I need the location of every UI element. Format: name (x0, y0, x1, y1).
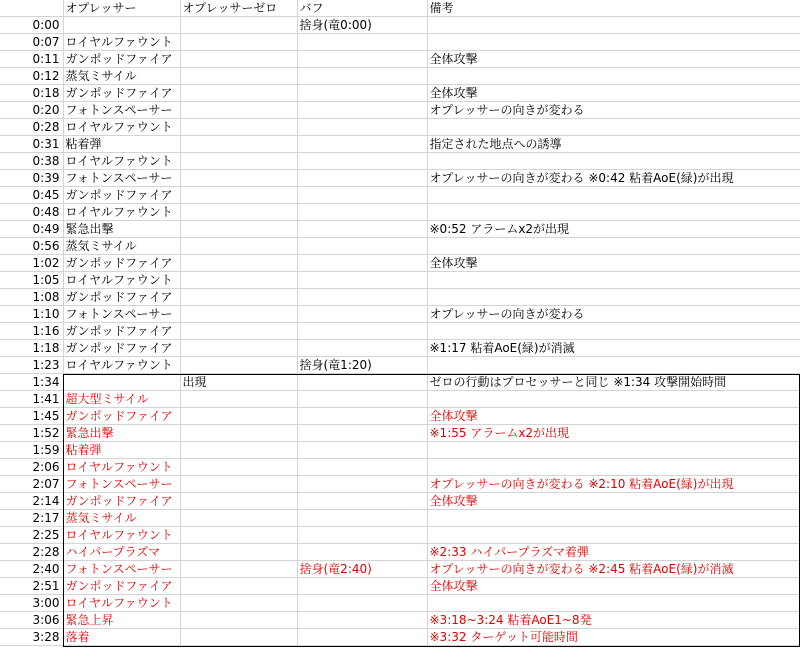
cell-time[interactable]: 0:28 (0, 119, 63, 136)
cell-time[interactable]: 3:28 (0, 629, 63, 646)
cell-b[interactable] (180, 442, 297, 459)
cell-c[interactable] (297, 34, 427, 51)
cell-b[interactable] (180, 204, 297, 221)
cell-d[interactable]: 全体攻撃 (427, 51, 800, 68)
cell-b[interactable] (180, 629, 297, 646)
cell-time[interactable]: 0:18 (0, 85, 63, 102)
cell-b[interactable] (180, 425, 297, 442)
table-row (0, 391, 800, 408)
cell-a[interactable]: 落着 (63, 629, 180, 646)
cell-a[interactable]: 蒸気ミサイル (63, 238, 180, 255)
table-row (0, 34, 800, 51)
table-row (0, 425, 800, 442)
cell-d[interactable]: ※3:32 ターゲット可能時間 (427, 629, 800, 646)
cell-c[interactable] (297, 340, 427, 357)
cell-d[interactable] (427, 34, 800, 51)
cell-a[interactable]: フォトンスペーサー (63, 306, 180, 323)
cell-d[interactable] (427, 527, 800, 544)
cell-d[interactable] (427, 323, 800, 340)
cell-b[interactable] (180, 272, 297, 289)
cell-a[interactable] (63, 374, 180, 391)
table-row (0, 85, 800, 102)
cell-c[interactable] (297, 408, 427, 425)
cell-d[interactable] (427, 289, 800, 306)
table-row (0, 204, 800, 221)
cell-c[interactable] (297, 102, 427, 119)
cell-b[interactable] (180, 119, 297, 136)
cell-time[interactable]: 1:41 (0, 391, 63, 408)
cell-a[interactable]: ガンポッドファイア (63, 493, 180, 510)
cell-c[interactable] (297, 629, 427, 646)
cell-a[interactable]: 緊急出撃 (63, 221, 180, 238)
cell-b[interactable] (180, 578, 297, 595)
table-row (0, 510, 800, 527)
cell-time[interactable]: 1:16 (0, 323, 63, 340)
cell-c[interactable] (297, 204, 427, 221)
table-row (0, 595, 800, 612)
cell-a[interactable]: ロイヤルファウント (63, 272, 180, 289)
cell-c[interactable] (297, 544, 427, 561)
cell-d[interactable]: オプレッサーの向きが変わる (427, 306, 800, 323)
cell-b[interactable] (180, 238, 297, 255)
cell-c[interactable] (297, 136, 427, 153)
cell-c[interactable] (297, 527, 427, 544)
cell-a[interactable]: ロイヤルファウント (63, 34, 180, 51)
cell-time[interactable]: 0:45 (0, 187, 63, 204)
cell-b[interactable] (180, 153, 297, 170)
cell-time[interactable]: 2:17 (0, 510, 63, 527)
cell-b[interactable] (180, 357, 297, 374)
cell-b[interactable] (180, 527, 297, 544)
cell-time[interactable]: 0:12 (0, 68, 63, 85)
cell-time[interactable]: 1:18 (0, 340, 63, 357)
cell-a[interactable]: 粘着弾 (63, 442, 180, 459)
cell-time[interactable]: 1:10 (0, 306, 63, 323)
cell-c[interactable] (297, 459, 427, 476)
cell-c[interactable] (297, 221, 427, 238)
cell-a[interactable]: ガンポッドファイア (63, 323, 180, 340)
cell-time[interactable]: 3:00 (0, 595, 63, 612)
table-row (0, 119, 800, 136)
cell-b[interactable] (180, 187, 297, 204)
table-row (0, 629, 800, 646)
cell-a[interactable]: 蒸気ミサイル (63, 510, 180, 527)
cell-a[interactable] (63, 17, 180, 34)
cell-b[interactable] (180, 612, 297, 629)
table-row (0, 493, 800, 510)
cell-d[interactable] (427, 595, 800, 612)
cell-d[interactable] (427, 238, 800, 255)
cell-d[interactable] (427, 119, 800, 136)
table-row (0, 289, 800, 306)
cell-b[interactable] (180, 340, 297, 357)
table-row (0, 561, 800, 578)
cell-time[interactable]: 0:00 (0, 17, 63, 34)
cell-a[interactable]: ガンポッドファイア (63, 289, 180, 306)
cell-a[interactable]: ガンポッドファイア (63, 578, 180, 595)
table-row (0, 306, 800, 323)
cell-time[interactable]: 0:39 (0, 170, 63, 187)
cell-d[interactable]: ※1:55 アラームx2が出現 (427, 425, 800, 442)
cell-a[interactable]: ロイヤルファウント (63, 204, 180, 221)
cell-time[interactable]: 0:49 (0, 221, 63, 238)
cell-time[interactable]: 0:48 (0, 204, 63, 221)
cell-b[interactable] (180, 289, 297, 306)
cell-d[interactable]: オプレッサーの向きが変わる ※0:42 粘着AoE(緑)が出現 (427, 170, 800, 187)
cell-d[interactable]: オプレッサーの向きが変わる ※2:10 粘着AoE(緑)が出現 (427, 476, 800, 493)
table-row (0, 527, 800, 544)
table-row (0, 476, 800, 493)
cell-d[interactable] (427, 17, 800, 34)
cell-d[interactable]: ゼロの行動はプロセッサーと同じ ※1:34 攻撃開始時間 (427, 374, 800, 391)
cell-a[interactable]: ロイヤルファウント (63, 153, 180, 170)
table-row (0, 255, 800, 272)
cell-c[interactable] (297, 612, 427, 629)
cell-c[interactable] (297, 170, 427, 187)
cell-d[interactable]: 全体攻撃 (427, 255, 800, 272)
cell-a[interactable]: フォトンスペーサー (63, 561, 180, 578)
cell-c[interactable] (297, 578, 427, 595)
table-row (0, 136, 800, 153)
cell-c[interactable] (297, 374, 427, 391)
cell-a[interactable]: 蒸気ミサイル (63, 68, 180, 85)
cell-time[interactable]: 2:07 (0, 476, 63, 493)
cell-time[interactable]: 1:08 (0, 289, 63, 306)
header-row (0, 0, 800, 17)
cell-time[interactable]: 0:20 (0, 102, 63, 119)
cell-time[interactable]: 1:45 (0, 408, 63, 425)
cell-time[interactable]: 2:51 (0, 578, 63, 595)
table-row (0, 408, 800, 425)
cell-a[interactable]: 緊急出撃 (63, 425, 180, 442)
table-row (0, 442, 800, 459)
cell-time[interactable]: 0:38 (0, 153, 63, 170)
table-row (0, 187, 800, 204)
table-row (0, 357, 800, 374)
cell-time[interactable]: 1:05 (0, 272, 63, 289)
cell-b[interactable] (180, 306, 297, 323)
cell-d[interactable] (427, 204, 800, 221)
cell-a[interactable]: ハイパープラズマ (63, 544, 180, 561)
cell-c[interactable] (297, 391, 427, 408)
cell-c[interactable] (297, 595, 427, 612)
cell-a[interactable]: ロイヤルファウント (63, 459, 180, 476)
cell-d[interactable]: オプレッサーの向きが変わる (427, 102, 800, 119)
cell-b[interactable] (180, 102, 297, 119)
cell-c[interactable] (297, 85, 427, 102)
cell-c[interactable] (297, 68, 427, 85)
table-row (0, 340, 800, 357)
header-cell[interactable]: オプレッサー (63, 0, 180, 17)
table-row (0, 68, 800, 85)
cell-time[interactable]: 1:52 (0, 425, 63, 442)
cell-c[interactable] (297, 187, 427, 204)
cell-b[interactable] (180, 408, 297, 425)
table-row (0, 238, 800, 255)
cell-a[interactable]: 超大型ミサイル (63, 391, 180, 408)
cell-a[interactable]: ガンポッドファイア (63, 255, 180, 272)
cell-d[interactable] (427, 153, 800, 170)
cell-time[interactable]: 3:06 (0, 612, 63, 629)
cell-c[interactable] (297, 510, 427, 527)
cell-b[interactable] (180, 323, 297, 340)
cell-b[interactable] (180, 510, 297, 527)
cell-b[interactable]: 出現 (180, 374, 297, 391)
cell-b[interactable] (180, 493, 297, 510)
cell-time[interactable]: 1:02 (0, 255, 63, 272)
cell-b[interactable] (180, 170, 297, 187)
cell-d[interactable]: 全体攻撃 (427, 408, 800, 425)
cell-d[interactable] (427, 459, 800, 476)
cell-a[interactable]: フォトンスペーサー (63, 102, 180, 119)
cell-d[interactable]: 全体攻撃 (427, 493, 800, 510)
cell-b[interactable] (180, 221, 297, 238)
cell-d[interactable]: ※2:33 ハイパープラズマ着弾 (427, 544, 800, 561)
table-row (0, 17, 800, 34)
cell-c[interactable] (297, 306, 427, 323)
cell-c[interactable]: 捨身(竜2:40) (297, 561, 427, 578)
cell-d[interactable]: オプレッサーの向きが変わる ※2:45 粘着AoE(緑)が消滅 (427, 561, 800, 578)
table-row (0, 323, 800, 340)
cell-a[interactable]: ガンポッドファイア (63, 187, 180, 204)
cell-c[interactable] (297, 425, 427, 442)
cell-b[interactable] (180, 595, 297, 612)
cell-a[interactable]: フォトンスペーサー (63, 476, 180, 493)
cell-time[interactable]: 0:11 (0, 51, 63, 68)
table-row (0, 221, 800, 238)
cell-a[interactable]: ガンポッドファイア (63, 51, 180, 68)
cell-b[interactable] (180, 476, 297, 493)
cell-time[interactable]: 1:23 (0, 357, 63, 374)
cell-time[interactable]: 1:34 (0, 374, 63, 391)
cell-a[interactable]: ロイヤルファウント (63, 595, 180, 612)
table-row (0, 544, 800, 561)
table-row (0, 51, 800, 68)
cell-c[interactable] (297, 323, 427, 340)
cell-a[interactable]: ロイヤルファウント (63, 527, 180, 544)
cell-a[interactable]: ロイヤルファウント (63, 119, 180, 136)
cell-b[interactable] (180, 561, 297, 578)
cell-c[interactable] (297, 493, 427, 510)
header-cell[interactable]: オプレッサーゼロ (180, 0, 297, 17)
cell-b[interactable] (180, 391, 297, 408)
cell-d[interactable] (427, 187, 800, 204)
table-row (0, 578, 800, 595)
cell-b[interactable] (180, 255, 297, 272)
cell-c[interactable] (297, 289, 427, 306)
cell-c[interactable] (297, 476, 427, 493)
cell-a[interactable]: 粘着弾 (63, 136, 180, 153)
cell-d[interactable] (427, 272, 800, 289)
cell-d[interactable] (427, 510, 800, 527)
cell-b[interactable] (180, 17, 297, 34)
cell-d[interactable] (427, 391, 800, 408)
cell-time[interactable]: 1:59 (0, 442, 63, 459)
table-row (0, 612, 800, 629)
table-row (0, 170, 800, 187)
cell-d[interactable] (427, 357, 800, 374)
cell-b[interactable] (180, 136, 297, 153)
cell-d[interactable]: 全体攻撃 (427, 85, 800, 102)
cell-a[interactable]: 緊急上昇 (63, 612, 180, 629)
cell-c[interactable] (297, 442, 427, 459)
cell-c[interactable] (297, 272, 427, 289)
cell-c[interactable] (297, 153, 427, 170)
cell-c[interactable]: 捨身(竜1:20) (297, 357, 427, 374)
header-cell[interactable]: 備考 (427, 0, 800, 17)
cell-time[interactable]: 0:56 (0, 238, 63, 255)
cell-d[interactable]: 指定された地点への誘導 (427, 136, 800, 153)
header-cell[interactable] (0, 0, 63, 17)
cell-a[interactable]: ガンポッドファイア (63, 85, 180, 102)
table-row (0, 153, 800, 170)
cell-a[interactable]: フォトンスペーサー (63, 170, 180, 187)
table-row (0, 272, 800, 289)
cell-b[interactable] (180, 34, 297, 51)
cell-d[interactable] (427, 442, 800, 459)
cell-d[interactable]: ※0:52 アラームx2が出現 (427, 221, 800, 238)
cell-d[interactable]: ※3:18~3:24 粘着AoE1~8発 (427, 612, 800, 629)
header-cell[interactable]: バフ (297, 0, 427, 17)
cell-a[interactable]: ガンポッドファイア (63, 340, 180, 357)
cell-time[interactable]: 2:25 (0, 527, 63, 544)
cell-d[interactable] (427, 68, 800, 85)
cell-b[interactable] (180, 85, 297, 102)
cell-time[interactable]: 2:40 (0, 561, 63, 578)
table-row (0, 374, 800, 391)
cell-d[interactable]: 全体攻撃 (427, 578, 800, 595)
table-row (0, 459, 800, 476)
cell-a[interactable]: ロイヤルファウント (63, 357, 180, 374)
cell-c[interactable] (297, 238, 427, 255)
cell-b[interactable] (180, 459, 297, 476)
cell-c[interactable] (297, 255, 427, 272)
cell-time[interactable]: 0:07 (0, 34, 63, 51)
cell-time[interactable]: 2:28 (0, 544, 63, 561)
cell-c[interactable] (297, 51, 427, 68)
cell-a[interactable]: ガンポッドファイア (63, 408, 180, 425)
cell-c[interactable]: 捨身(竜0:00) (297, 17, 427, 34)
table-row (0, 102, 800, 119)
cell-time[interactable]: 0:31 (0, 136, 63, 153)
cell-b[interactable] (180, 544, 297, 561)
cell-b[interactable] (180, 68, 297, 85)
cell-time[interactable]: 2:14 (0, 493, 63, 510)
cell-c[interactable] (297, 119, 427, 136)
cell-d[interactable]: ※1:17 粘着AoE(緑)が消滅 (427, 340, 800, 357)
cell-time[interactable]: 2:06 (0, 459, 63, 476)
cell-b[interactable] (180, 51, 297, 68)
